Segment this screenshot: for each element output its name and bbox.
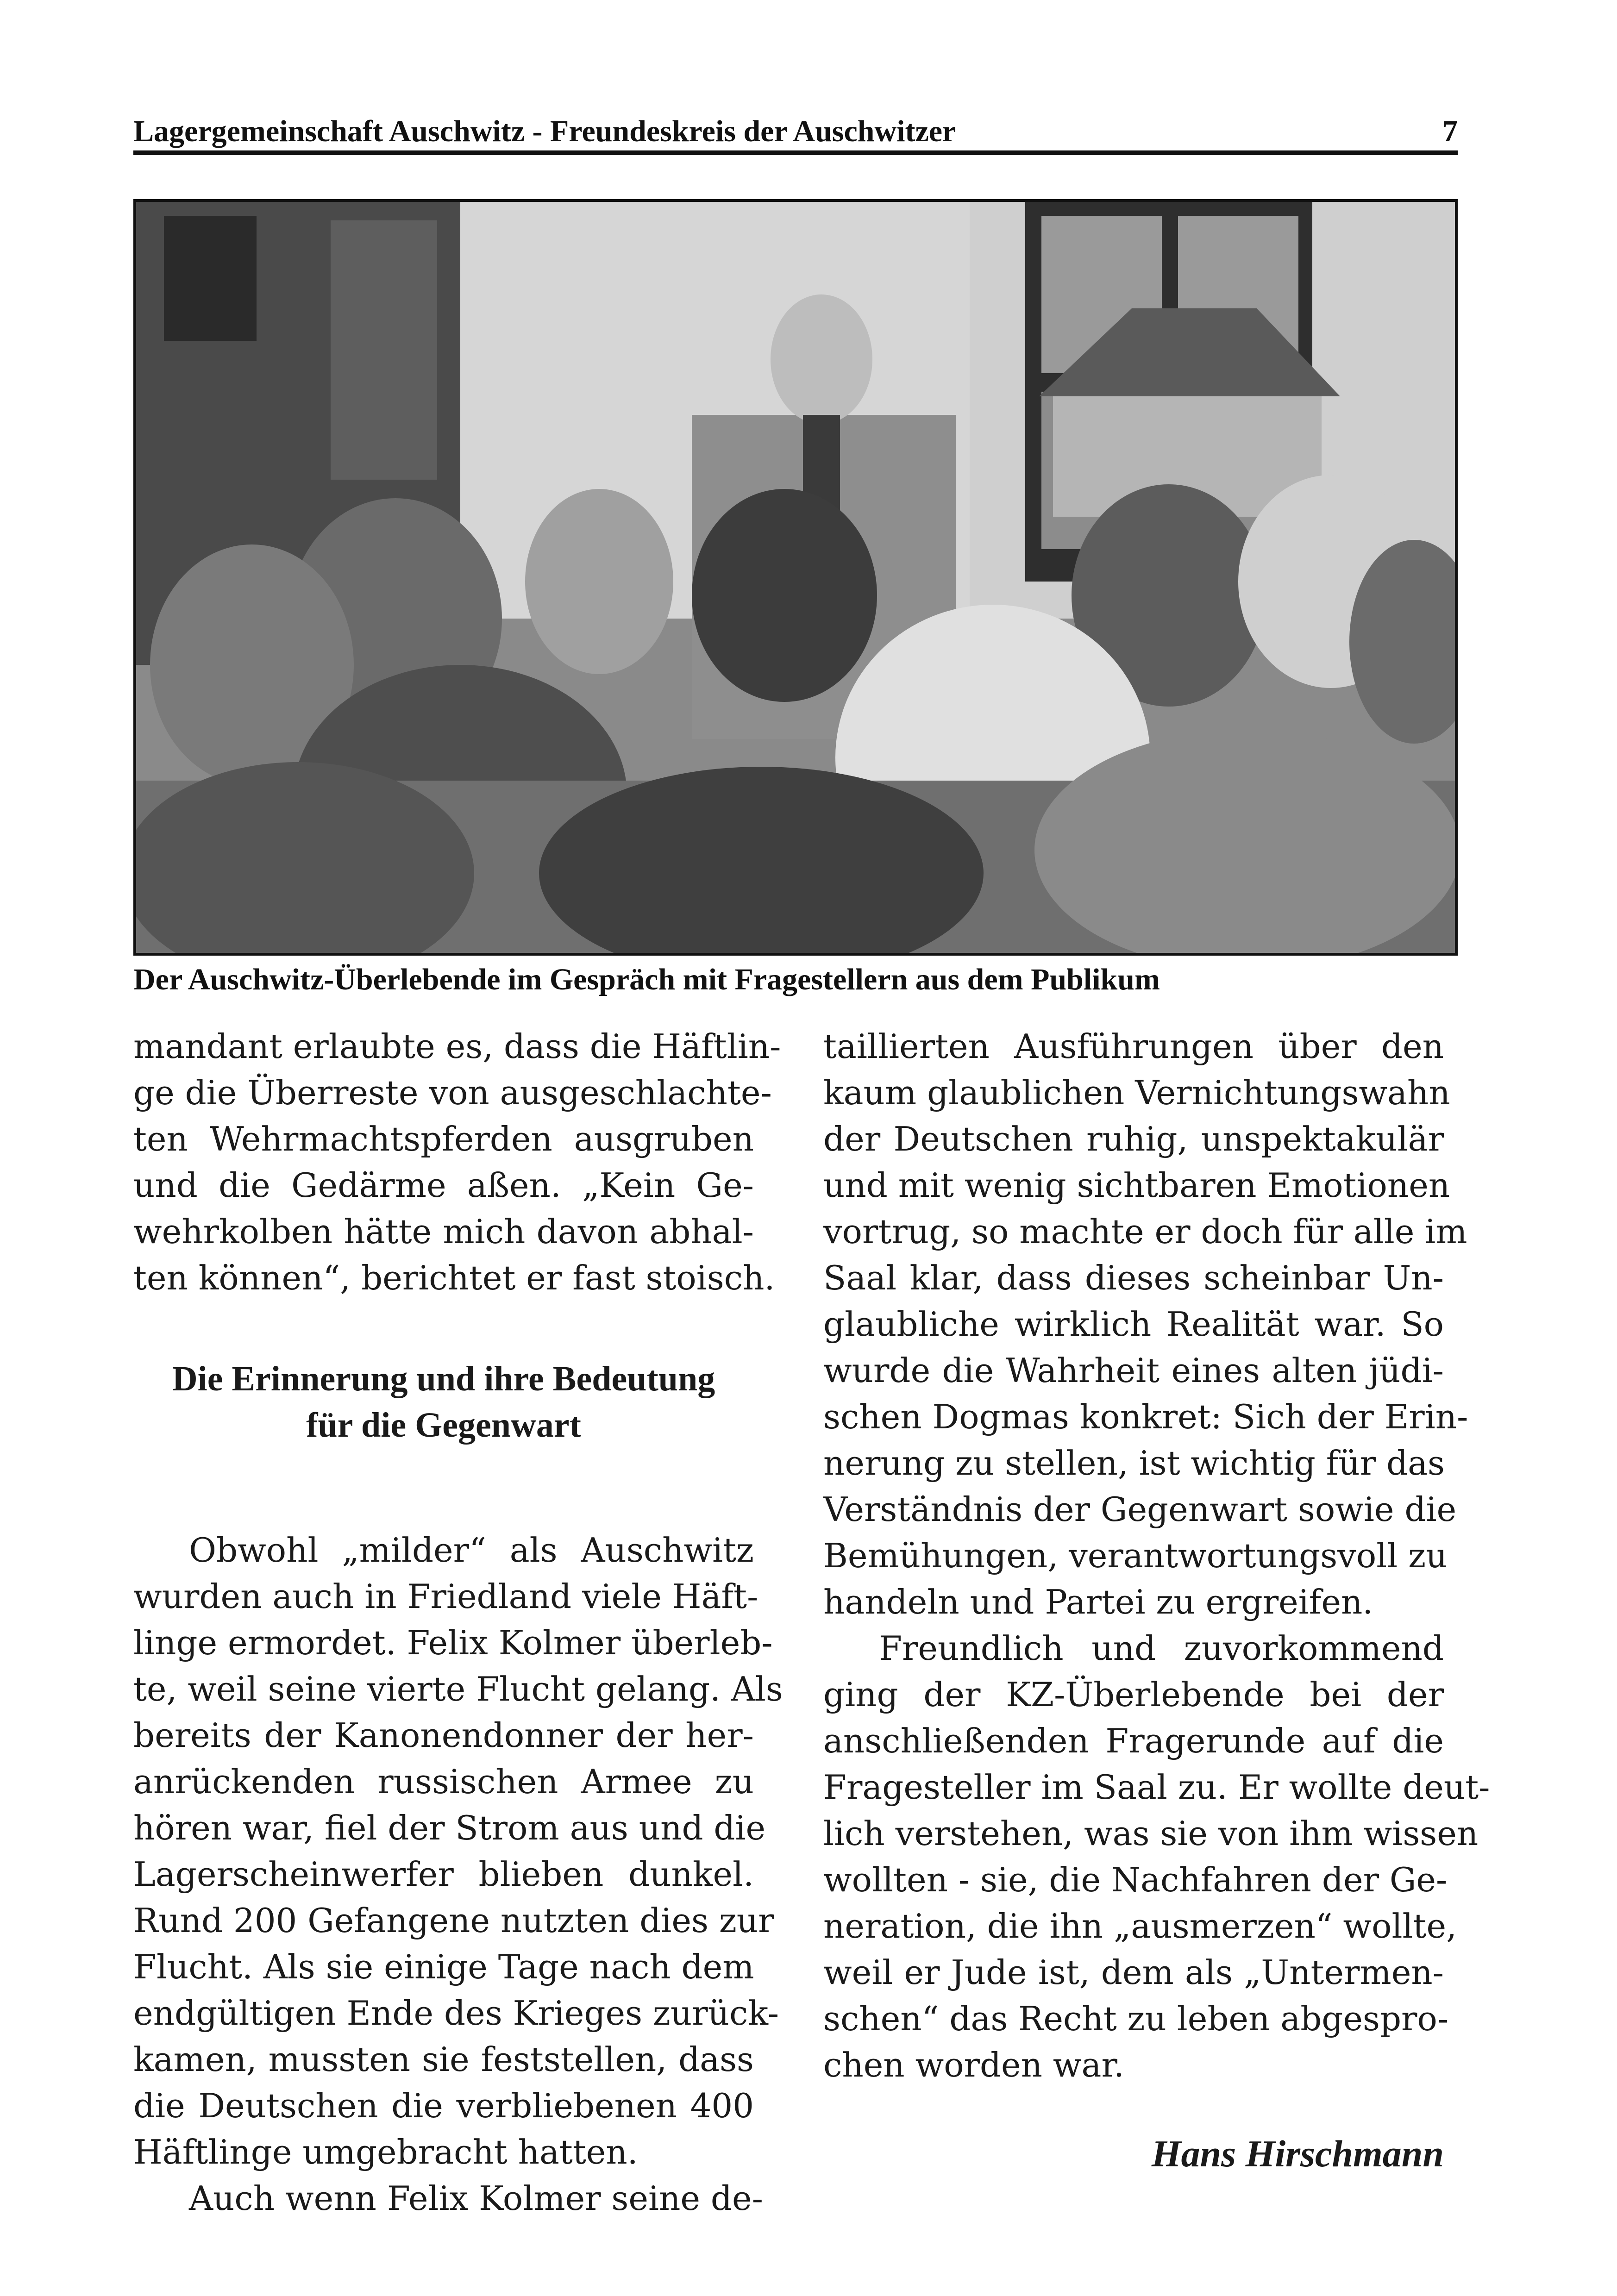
- text-line: vortrug, so machte er doch für alle im: [823, 1212, 1467, 1251]
- header-title: Lagergemeinschaft Auschwitz - Freundeskreis der Auschwitzer: [133, 114, 956, 148]
- text-line: wurden auch in Friedland viele Häft-: [133, 1577, 758, 1616]
- text-line: linge ermordet. Felix Kolmer überleb-: [133, 1623, 773, 1662]
- text-line: te, weil seine vierte Flucht gelang. Als: [133, 1670, 783, 1708]
- text-line: mandant erlaubte es, dass die Häftlin-: [133, 1027, 781, 1066]
- text-line: neration, die ihn „ausmerzen“ wollte,: [823, 1907, 1457, 1946]
- text-line: anschließenden Fragerunde auf die: [823, 1721, 1444, 1760]
- text-line: der Deutschen ruhig, unspektakulär: [823, 1120, 1444, 1158]
- right-paragraph-2: [823, 1625, 1490, 2088]
- text-line: ge die Überreste von ausgeschlachte-: [133, 1073, 772, 1112]
- photo-caption: Der Auschwitz-Überlebende im Gespräch mit Fragestellern aus dem Publikum: [133, 963, 1160, 996]
- section-heading: [133, 1356, 754, 1448]
- text-line: Lagerscheinwerfer blieben dunkel.: [133, 1855, 754, 1894]
- running-header: [133, 103, 1458, 149]
- text-line: handeln und Partei zu ergreifen.: [823, 1583, 1373, 1621]
- text-line: Freundlich und zuvorkommend: [879, 1629, 1444, 1668]
- left-paragraph-1: [133, 1023, 781, 1301]
- text-line: Häftlinge umgebracht hatten.: [133, 2133, 638, 2171]
- text-line: ten können“, berichtet er fast stoisch.: [133, 1258, 775, 1297]
- text-line: nerung zu stellen, ist wichtig für das: [823, 1444, 1445, 1483]
- text-line: anrückenden russischen Armee zu: [133, 1762, 754, 1801]
- text-line: kamen, mussten sie feststellen, dass: [133, 2040, 754, 2079]
- text-line: die Deutschen die verbliebenen 400: [133, 2086, 754, 2125]
- text-line: Flucht. Als sie einige Tage nach dem: [133, 1947, 754, 1986]
- text-line: und die Gedärme aßen. „Kein Ge-: [133, 1166, 754, 1205]
- text-line: lich verstehen, was sie von ihm wissen: [823, 1814, 1479, 1853]
- event-photo: [133, 199, 1458, 956]
- text-line: Fragesteller im Saal zu. Er wollte deut-: [823, 1768, 1490, 1807]
- text-line: glaubliche wirklich Realität war. So: [823, 1305, 1444, 1344]
- text-line: kaum glaublichen Vernichtungswahn: [823, 1073, 1450, 1112]
- text-line: endgültigen Ende des Krieges zurück-: [133, 1994, 779, 2033]
- left-paragraph-2: [133, 1527, 783, 2175]
- section-heading-line: für die Gegenwart: [306, 1406, 581, 1445]
- right-column: [823, 1023, 1490, 2177]
- photo-illustration: [136, 202, 1455, 953]
- text-line: chen worden war.: [823, 2046, 1124, 2084]
- text-line: Bemühungen, verantwortungsvoll zu: [823, 1536, 1448, 1575]
- text-line: schen“ das Recht zu leben abgespro-: [823, 1999, 1449, 2038]
- text-line: ten Wehrmachtspferden ausgruben: [133, 1120, 754, 1158]
- text-line: taillierten Ausführungen über den: [823, 1027, 1444, 1066]
- left-column: [133, 1023, 783, 2221]
- text-line: Verständnis der Gegenwart sowie die: [823, 1490, 1457, 1529]
- text-line: schen Dogmas konkret: Sich der Erin-: [823, 1397, 1468, 1436]
- text-line: und mit wenig sichtbaren Emotionen: [823, 1166, 1450, 1205]
- left-paragraph-3: [133, 2175, 763, 2221]
- text-line: hören war, fiel der Strom aus und die: [133, 1808, 766, 1847]
- author-signature: Hans Hirschmann: [1151, 2133, 1444, 2175]
- text-line: weil er Jude ist, dem als „Untermen-: [823, 1953, 1444, 1992]
- text-line: ging der KZ-Überlebende bei der: [823, 1675, 1444, 1714]
- text-line: Rund 200 Gefangene nutzten dies zur: [133, 1901, 774, 1940]
- text-line: wollten - sie, die Nachfahren der Ge-: [823, 1860, 1448, 1899]
- text-line: wurde die Wahrheit eines alten jüdi-: [823, 1351, 1444, 1390]
- text-line: Saal klar, dass dieses scheinbar Un-: [823, 1258, 1444, 1297]
- right-paragraph-1: [823, 1023, 1468, 1625]
- text-line: wehrkolben hätte mich davon abhal-: [133, 1212, 754, 1251]
- page-number: 7: [1442, 114, 1458, 148]
- text-line: Auch wenn Felix Kolmer seine de-: [189, 2179, 763, 2218]
- text-line: Obwohl „milder“ als Auschwitz: [189, 1531, 754, 1570]
- text-line: bereits der Kanonendonner der her-: [133, 1716, 754, 1755]
- header-rule: [133, 150, 1458, 155]
- section-heading-line: Die Erinnerung und ihre Bedeutung: [172, 1359, 715, 1398]
